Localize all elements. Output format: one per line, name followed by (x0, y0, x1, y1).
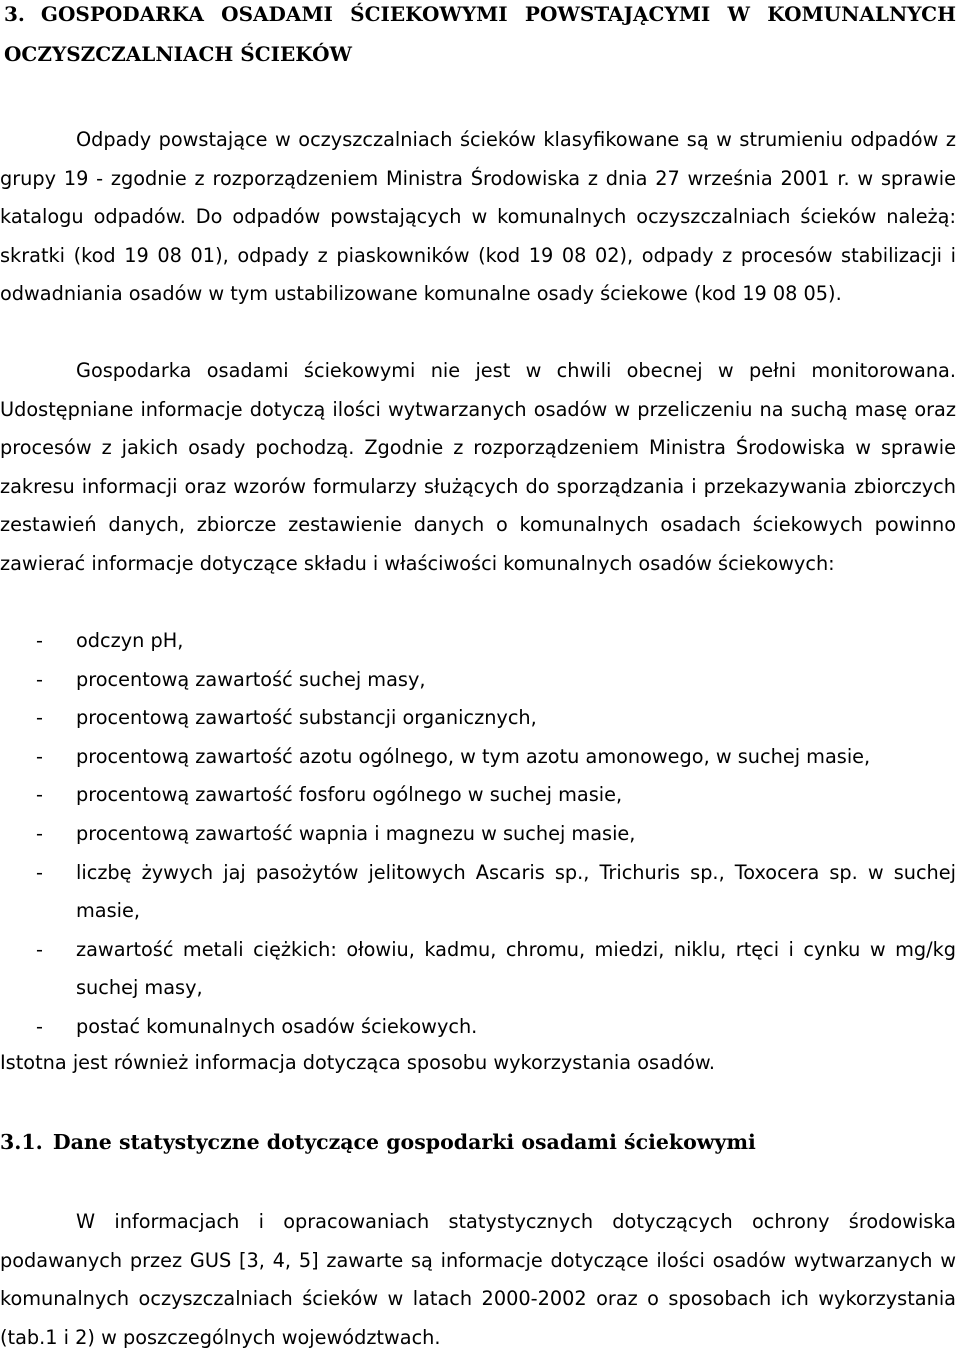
paragraph-closing: Istotna jest również informacja dotycząca sposobu wykorzystania osadów. (0, 1051, 716, 1074)
section-heading (4, 0, 956, 74)
list-dash: - (36, 821, 43, 845)
paragraph-gus-statistics: W informacjach i opracowaniach statystycznych dotyczących ochrony środowiska podawanych przez GUS [3, 4, 5] zawarte są informacje dotyczące ilości osadów wytwarzanych w komunalnych oczyszczalniach ścieków w latach 2000-2002 oraz o sposobach ich wykorzystania (tab.1 i 2) w poszczególnych województwach. (0, 1210, 956, 1349)
list-dash: - (36, 860, 43, 884)
list-dash: - (36, 744, 43, 768)
list-dash: - (36, 783, 43, 807)
paragraph-sludge-monitoring: Gospodarka osadami ściekowymi nie jest w chwili obecnej w pełni monitorowana. Udostępniane informacje dotyczą ilości wytwarzanych osadów w przeliczeniu na suchą masę oraz procesów z jakich osady pochodzą. Zgodnie z rozporządzeniem Ministra Środowiska w sprawie zakresu informacji oraz wzorów formularzy służących do sporządzania i przekazywania zbiorczych zestawień danych, zbiorcze zestawienie danych o komunalnych osadach ściekowych powinno zawierać informacje dotyczące składu i właściwości komunalnych osadów ściekowych: (0, 359, 956, 575)
section-title: GOSPODARKA OSADAMI ŚCIEKOWYMI POWSTAJĄCYMI W KOMUNALNYCH OCZYSZCZALNIACH ŚCIEKÓW (4, 2, 956, 66)
subsection-heading (0, 1122, 956, 1162)
list-item: - odczyn pH, (0, 622, 956, 661)
list-item: - procentową zawartość fosforu ogólnego w suchej masie, (0, 776, 956, 815)
list-item: - procentową zawartość substancji organicznych, (0, 699, 956, 738)
list-item: - procentową zawartość wapnia i magnezu w suchej masie, (0, 815, 956, 854)
list-item: - zawartość metali ciężkich: ołowiu, kadmu, chromu, miedzi, niklu, rtęci i cynku w mg/kg suchej masy, (0, 931, 956, 1008)
sludge-properties-list (0, 622, 956, 1047)
list-dash: - (36, 629, 43, 652)
section-number: 3. (4, 2, 25, 26)
subsection-number: 3.1. (0, 1130, 43, 1154)
subsection-title: Dane statystyczne dotyczące gospodarki osadami ściekowymi (52, 1130, 756, 1154)
list-item: - liczbę żywych jaj pasożytów jelitowych Ascaris sp., Trichuris sp., Toxocera sp. w suchej masie, (0, 854, 956, 931)
paragraph-waste-classification: Odpady powstające w oczyszczalniach ścieków klasyfikowane są w strumieniu odpadów z grupy 19 - zgodnie z rozporządzeniem Ministra Środowiska z dnia 27 września 2001 r. w sprawie katalogu odpadów. Do odpadów powstających w komunalnych oczyszczalniach ścieków należą: skratki (kod 19 08 01), odpady z piaskowników (kod 19 08 02), odpady z procesów stabilizacji i odwadniania osadów w tym ustabilizowane komunalne osady ściekowe (kod 19 08 05). (0, 128, 956, 306)
list-dash: - (36, 706, 43, 730)
list-item: - postać komunalnych osadów ściekowych. (0, 1008, 956, 1047)
list-dash: - (36, 937, 43, 961)
list-dash: - (36, 667, 43, 691)
list-item: - procentową zawartość azotu ogólnego, w tym azotu amonowego, w suchej masie, (0, 738, 956, 777)
list-item: - procentową zawartość suchej masy, (0, 661, 956, 700)
list-dash: - (36, 1014, 43, 1038)
